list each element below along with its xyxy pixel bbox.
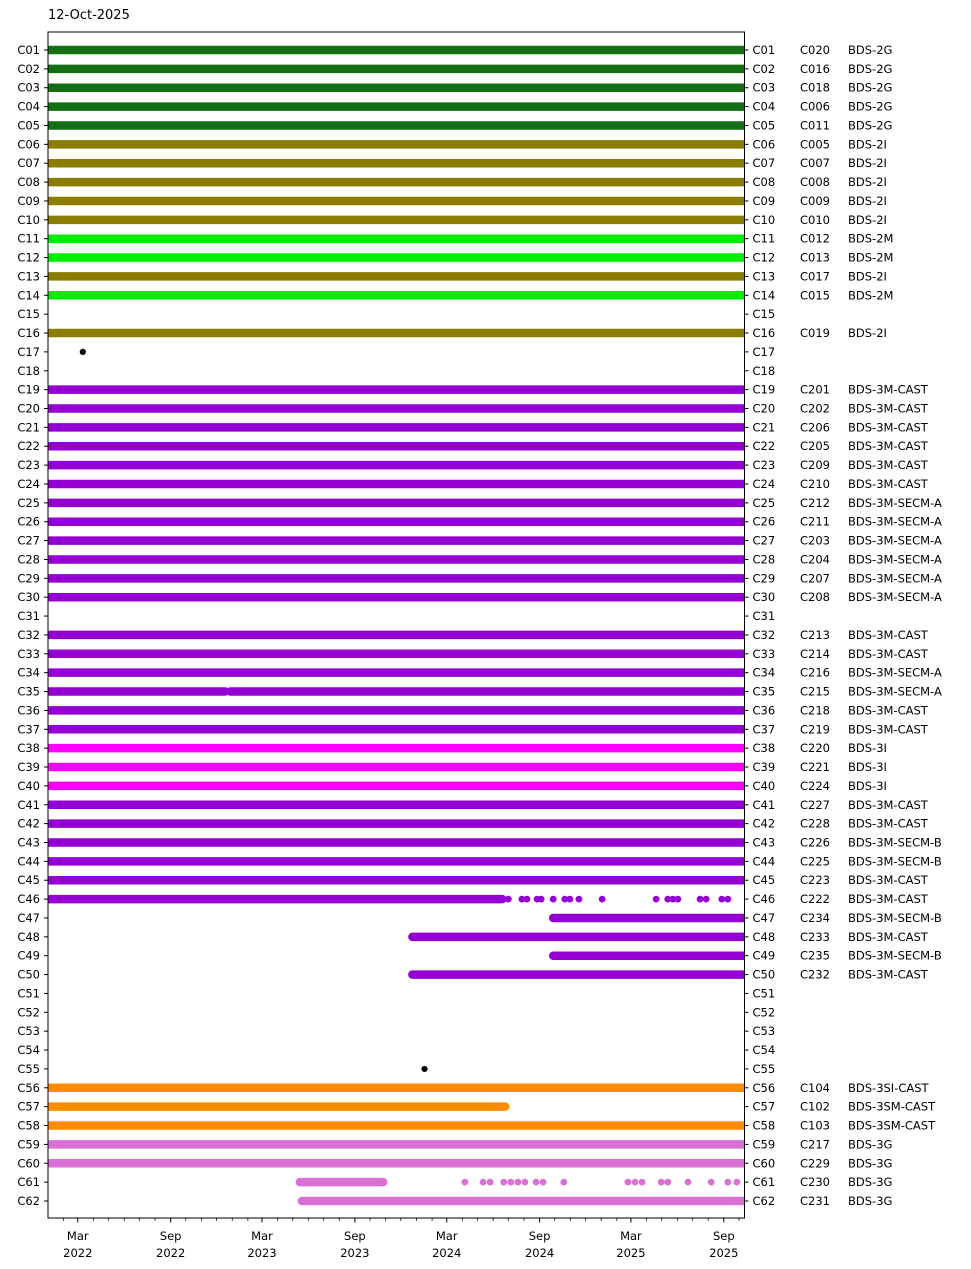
row-label-left-C60: C60 [17,1156,40,1171]
legend-prn-C37: C219 [800,722,830,737]
row-label-right-C55: C55 [752,1061,776,1076]
row-label-left-C62: C62 [17,1194,40,1208]
plot-area [48,50,745,1201]
availability-dot-C46 [718,896,725,903]
legend-prn-C25: C212 [800,495,830,510]
row-label-left-C27: C27 [17,533,40,548]
legend-type-C11: BDS-2M [848,231,894,246]
row-label-left-C47: C47 [17,910,40,925]
availability-dot-C61 [480,1179,487,1186]
row-label-right-C21: C21 [752,420,776,435]
legend-prn-C38: C220 [800,741,830,756]
row-label-left-C13: C13 [17,269,40,284]
legend-prn-C39: C221 [800,760,830,775]
row-label-left-C49: C49 [17,948,40,963]
legend-prn-C56: C104 [800,1080,830,1095]
row-label-right-C23: C23 [752,458,776,473]
legend-type-C40: BDS-3I [848,778,887,793]
row-label-right-C58: C58 [752,1118,776,1133]
row-label-right-C05: C05 [752,118,776,133]
legend-type-C61: BDS-3G [848,1175,893,1190]
legend-prn-C32: C213 [800,627,830,642]
row-label-left-C54: C54 [17,1043,40,1058]
availability-dot-C61 [724,1179,731,1186]
row-label-left-C56: C56 [17,1080,40,1095]
row-label-right-C42: C42 [752,816,776,831]
x-tick-label-year: 2024 [524,1246,555,1260]
x-tick-label-year: 2022 [63,1246,93,1260]
row-label-right-C15: C15 [752,307,776,322]
legend-prn-C44: C225 [800,854,830,869]
row-label-left-C52: C52 [17,1005,40,1020]
row-label-left-C05: C05 [17,118,40,133]
legend-type-C10: BDS-2I [848,212,887,227]
row-label-right-C48: C48 [752,929,776,944]
availability-dot-C46 [538,896,545,903]
legend-prn-C01: C020 [800,43,830,57]
row-label-right-C12: C12 [752,250,776,265]
row-label-right-C40: C40 [752,778,776,793]
availability-dot-C61 [487,1179,494,1186]
legend-prn-C16: C019 [800,326,830,341]
row-label-left-C03: C03 [17,80,40,95]
row-label-left-C50: C50 [17,967,40,982]
legend-type-C21: BDS-3M-CAST [848,420,928,435]
row-label-left-C51: C51 [17,986,40,1001]
legend-type-C22: BDS-3M-CAST [848,439,928,454]
row-label-left-C43: C43 [17,835,40,850]
availability-dot-C61 [540,1179,547,1186]
legend-prn-C29: C207 [800,571,830,586]
row-label-left-C20: C20 [17,401,40,416]
row-label-left-C41: C41 [17,797,40,812]
legend-prn-C12: C013 [800,250,830,265]
row-label-right-C44: C44 [752,854,776,869]
row-label-left-C06: C06 [17,137,40,152]
row-label-right-C16: C16 [752,326,776,341]
legend-type-C42: BDS-3M-CAST [848,816,928,831]
legend-type-C41: BDS-3M-CAST [848,797,928,812]
availability-dot-C61 [500,1179,507,1186]
row-label-left-C14: C14 [17,288,40,303]
legend-prn-C30: C208 [800,590,830,605]
legend-type-C04: BDS-2G [848,99,893,114]
legend-prn-C58: C103 [800,1118,830,1133]
x-tick-label-year: 2025 [616,1246,646,1260]
legend-prn-C28: C204 [800,552,830,567]
chart-title: 12-Oct-2025 [48,8,130,23]
availability-dot-C46 [576,896,583,903]
legend-type-C14: BDS-2M [848,288,894,303]
row-label-left-C48: C48 [17,929,40,944]
legend-type-C44: BDS-3M-SECM-B [848,854,942,869]
x-tick-label-month: Mar [251,1229,273,1243]
legend-type-C09: BDS-2I [848,193,887,208]
row-label-right-C35: C35 [752,684,776,699]
legend-prn-C57: C102 [800,1099,830,1114]
row-label-right-C04: C04 [752,99,776,114]
legend-type-C43: BDS-3M-SECM-B [848,835,942,850]
x-tick-label-year: 2023 [247,1246,277,1260]
legend-type-C02: BDS-2G [848,61,893,76]
row-label-right-C06: C06 [752,137,776,152]
availability-dot-C46 [724,896,731,903]
availability-dot-C61 [658,1179,665,1186]
availability-dot-C46 [566,896,573,903]
row-label-left-C34: C34 [17,665,40,680]
x-tick-label-year: 2024 [432,1246,462,1260]
legend-type-C08: BDS-2I [848,175,887,190]
legend-type-C45: BDS-3M-CAST [848,873,928,888]
row-label-right-C20: C20 [752,401,776,416]
legend-prn-C35: C215 [800,684,830,699]
legend-type-C01: BDS-2G [848,43,893,57]
availability-dot-C61 [514,1179,521,1186]
row-label-left-C24: C24 [17,476,40,491]
row-label-right-C24: C24 [752,476,776,491]
legend-prn-C22: C205 [800,439,830,454]
legend-prn-C03: C018 [800,80,830,95]
row-label-left-C01: C01 [17,43,40,57]
row-label-right-C37: C37 [752,722,776,737]
legend-prn-C04: C006 [800,99,830,114]
row-label-left-C55: C55 [17,1061,40,1076]
availability-dot-C46 [599,896,606,903]
legend-prn-C21: C206 [800,420,830,435]
row-label-left-C02: C02 [17,61,40,76]
row-label-left-C57: C57 [17,1099,40,1114]
legend-prn-C40: C224 [800,778,830,793]
availability-dot-C61 [533,1179,540,1186]
x-tick-label-month: Sep [528,1229,551,1243]
legend-prn-C05: C011 [800,118,830,133]
row-label-left-C18: C18 [17,363,40,378]
legend-type-C12: BDS-2M [848,250,894,265]
availability-dot-C46 [703,896,710,903]
row-label-left-C36: C36 [17,703,40,718]
row-label-right-C10: C10 [752,212,776,227]
row-label-right-C18: C18 [752,363,776,378]
legend-prn-C10: C010 [800,212,830,227]
row-label-left-C32: C32 [17,627,40,642]
row-label-right-C17: C17 [752,344,776,359]
legend-prn-C26: C211 [800,514,830,529]
event-dot-C17 [80,349,86,355]
legend-prn-C61: C230 [800,1175,830,1190]
legend-prn-C62: C231 [800,1194,830,1208]
legend-prn-C06: C005 [800,137,830,152]
legend-type-C49: BDS-3M-SECM-B [848,948,942,963]
row-label-left-C31: C31 [17,609,40,624]
row-label-right-C33: C33 [752,646,776,661]
row-label-right-C45: C45 [752,873,776,888]
availability-dot-C61 [507,1179,514,1186]
legend-prn-C20: C202 [800,401,830,416]
row-label-left-C38: C38 [17,741,40,756]
row-label-right-C19: C19 [752,382,776,397]
row-label-right-C57: C57 [752,1099,776,1114]
legend-prn-C48: C233 [800,929,830,944]
row-label-left-C15: C15 [17,307,40,322]
row-label-left-C25: C25 [17,495,40,510]
legend-prn-C02: C016 [800,61,830,76]
legend-type-C59: BDS-3G [848,1137,893,1152]
availability-dot-C61 [560,1179,567,1186]
legend-prn-C23: C209 [800,458,830,473]
row-label-right-C09: C09 [752,193,776,208]
legend-prn-C13: C017 [800,269,830,284]
legend-prn-C49: C235 [800,948,830,963]
x-tick-label-month: Mar [66,1229,89,1243]
row-label-right-C60: C60 [752,1156,776,1171]
x-tick-label-year: 2025 [709,1246,739,1260]
row-label-right-C54: C54 [752,1043,776,1058]
row-label-right-C08: C08 [752,175,776,190]
legend-prn-C60: C229 [800,1156,830,1171]
row-label-left-C22: C22 [17,439,40,454]
row-label-right-C14: C14 [752,288,776,303]
row-label-left-C29: C29 [17,571,40,586]
row-label-right-C52: C52 [752,1005,776,1020]
legend-type-C05: BDS-2G [848,118,893,133]
availability-dot-C61 [625,1179,632,1186]
legend-type-C25: BDS-3M-SECM-A [848,495,942,510]
legend-type-C46: BDS-3M-CAST [848,892,928,907]
legend-type-C24: BDS-3M-CAST [848,476,928,491]
row-label-left-C11: C11 [17,231,40,246]
legend-type-C62: BDS-3G [848,1194,893,1208]
legend-prn-C41: C227 [800,797,830,812]
legend-type-C37: BDS-3M-CAST [848,722,928,737]
row-label-right-C32: C32 [752,627,776,642]
row-label-left-C12: C12 [17,250,40,265]
row-label-right-C43: C43 [752,835,776,850]
x-tick-label-year: 2022 [156,1246,186,1260]
legend-type-C58: BDS-3SM-CAST [848,1118,936,1133]
row-label-left-C16: C16 [17,326,40,341]
legend-type-C28: BDS-3M-SECM-A [848,552,942,567]
availability-dot-C46 [550,896,557,903]
legend-prn-C11: C012 [800,231,830,246]
legend-prn-C59: C217 [800,1137,830,1152]
legend-prn-C36: C218 [800,703,830,718]
row-label-left-C28: C28 [17,552,40,567]
legend-prn-C27: C203 [800,533,830,548]
row-label-left-C42: C42 [17,816,40,831]
row-label-left-C44: C44 [17,854,40,869]
row-label-left-C59: C59 [17,1137,40,1152]
row-label-right-C02: C02 [752,61,776,76]
x-tick-label-month: Sep [344,1229,366,1243]
event-dot-C55 [421,1066,427,1072]
legend-prn-C43: C226 [800,835,830,850]
row-label-left-C30: C30 [17,590,40,605]
availability-dot-C46 [524,896,531,903]
row-label-left-C08: C08 [17,175,40,190]
x-tick-label-year: 2023 [340,1246,370,1260]
row-label-right-C31: C31 [752,609,776,624]
legend-type-C16: BDS-2I [848,326,887,341]
row-label-right-C36: C36 [752,703,776,718]
legend-type-C48: BDS-3M-CAST [848,929,928,944]
availability-dot-C61 [639,1179,646,1186]
availability-dot-C61 [632,1179,639,1186]
plot-border [48,32,745,1218]
row-label-left-C23: C23 [17,458,40,473]
legend-type-C27: BDS-3M-SECM-A [848,533,942,548]
legend-type-C33: BDS-3M-CAST [848,646,928,661]
row-label-right-C29: C29 [752,571,776,586]
legend-type-C60: BDS-3G [848,1156,893,1171]
row-label-left-C40: C40 [17,778,40,793]
row-label-right-C28: C28 [752,552,776,567]
row-label-left-C35: C35 [17,684,40,699]
row-label-left-C09: C09 [17,193,40,208]
legend-type-C39: BDS-3I [848,760,887,775]
legend-prn-C34: C216 [800,665,830,680]
row-label-left-C26: C26 [17,514,40,529]
row-label-right-C53: C53 [752,1024,776,1039]
row-label-right-C59: C59 [752,1137,776,1152]
row-label-right-C27: C27 [752,533,776,548]
legend-type-C06: BDS-2I [848,137,887,152]
row-label-right-C03: C03 [752,80,776,95]
legend-prn-C33: C214 [800,646,830,661]
legend-type-C36: BDS-3M-CAST [848,703,928,718]
availability-dot-C46 [674,896,681,903]
availability-dot-C61 [685,1179,692,1186]
row-label-right-C61: C61 [752,1175,776,1190]
legend-prn-C42: C228 [800,816,830,831]
legend-type-C26: BDS-3M-SECM-A [848,514,942,529]
legend-prn-C07: C007 [800,156,830,171]
row-label-left-C53: C53 [17,1024,40,1039]
legend-type-C57: BDS-3SM-CAST [848,1099,936,1114]
x-tick-label-month: Mar [435,1229,458,1243]
legend-type-C38: BDS-3I [848,741,887,756]
legend-type-C29: BDS-3M-SECM-A [848,571,942,586]
legend-type-C19: BDS-3M-CAST [848,382,928,397]
legend-type-C32: BDS-3M-CAST [848,627,928,642]
row-label-right-C01: C01 [752,43,776,57]
row-label-right-C26: C26 [752,514,776,529]
legend-type-C34: BDS-3M-SECM-A [848,665,942,680]
availability-dot-C61 [522,1179,529,1186]
row-label-left-C39: C39 [17,760,40,775]
row-label-right-C11: C11 [752,231,776,246]
legend-prn-C08: C008 [800,175,830,190]
x-tick-label-month: Sep [159,1229,182,1243]
row-label-left-C17: C17 [17,344,40,359]
row-label-left-C10: C10 [17,212,40,227]
legend-prn-C45: C223 [800,873,830,888]
legend-type-C50: BDS-3M-CAST [848,967,928,982]
legend-type-C30: BDS-3M-SECM-A [848,590,942,605]
row-label-right-C56: C56 [752,1080,776,1095]
row-label-right-C62: C62 [752,1194,776,1208]
row-label-right-C41: C41 [752,797,776,812]
legend-type-C03: BDS-2G [848,80,893,95]
row-label-right-C07: C07 [752,156,776,171]
row-label-right-C50: C50 [752,967,776,982]
row-label-right-C46: C46 [752,892,776,907]
legend-type-C56: BDS-3SI-CAST [848,1080,929,1095]
legend-prn-C47: C234 [800,910,830,925]
availability-dot-C61 [664,1179,671,1186]
legend-prn-C46: C222 [800,892,830,907]
legend-type-C13: BDS-2I [848,269,887,284]
row-label-right-C22: C22 [752,439,776,454]
legend-prn-C14: C015 [800,288,830,303]
availability-dot-C46 [697,896,704,903]
legend-type-C07: BDS-2I [848,156,887,171]
row-label-left-C45: C45 [17,873,40,888]
x-tick-label-month: Mar [620,1229,642,1243]
row-label-left-C19: C19 [17,382,40,397]
row-label-right-C34: C34 [752,665,776,680]
row-label-right-C49: C49 [752,948,776,963]
row-label-left-C58: C58 [17,1118,40,1133]
row-label-right-C39: C39 [752,760,776,775]
row-label-right-C51: C51 [752,986,776,1001]
row-label-left-C33: C33 [17,646,40,661]
availability-dot-C61 [708,1179,715,1186]
availability-dot-C61 [734,1179,741,1186]
row-label-left-C04: C04 [17,99,40,114]
legend-prn-C19: C201 [800,382,830,397]
availability-dot-C61 [461,1179,468,1186]
row-label-left-C61: C61 [17,1175,40,1190]
row-label-left-C46: C46 [17,892,40,907]
row-label-right-C13: C13 [752,269,776,284]
row-label-left-C07: C07 [17,156,40,171]
legend-type-C47: BDS-3M-SECM-B [848,910,942,925]
row-label-right-C38: C38 [752,741,776,756]
row-label-right-C30: C30 [752,590,776,605]
row-label-left-C21: C21 [17,420,40,435]
row-label-right-C47: C47 [752,910,776,925]
legend-type-C23: BDS-3M-CAST [848,458,928,473]
legend-prn-C24: C210 [800,476,830,491]
x-tick-label-month: Sep [712,1229,735,1243]
legend-prn-C50: C232 [800,967,830,982]
legend-type-C35: BDS-3M-SECM-A [848,684,942,699]
legend-type-C20: BDS-3M-CAST [848,401,928,416]
availability-dot-C46 [653,896,660,903]
row-label-right-C25: C25 [752,495,776,510]
legend-prn-C09: C009 [800,193,830,208]
row-label-left-C37: C37 [17,722,40,737]
availability-dot-C46 [505,896,512,903]
